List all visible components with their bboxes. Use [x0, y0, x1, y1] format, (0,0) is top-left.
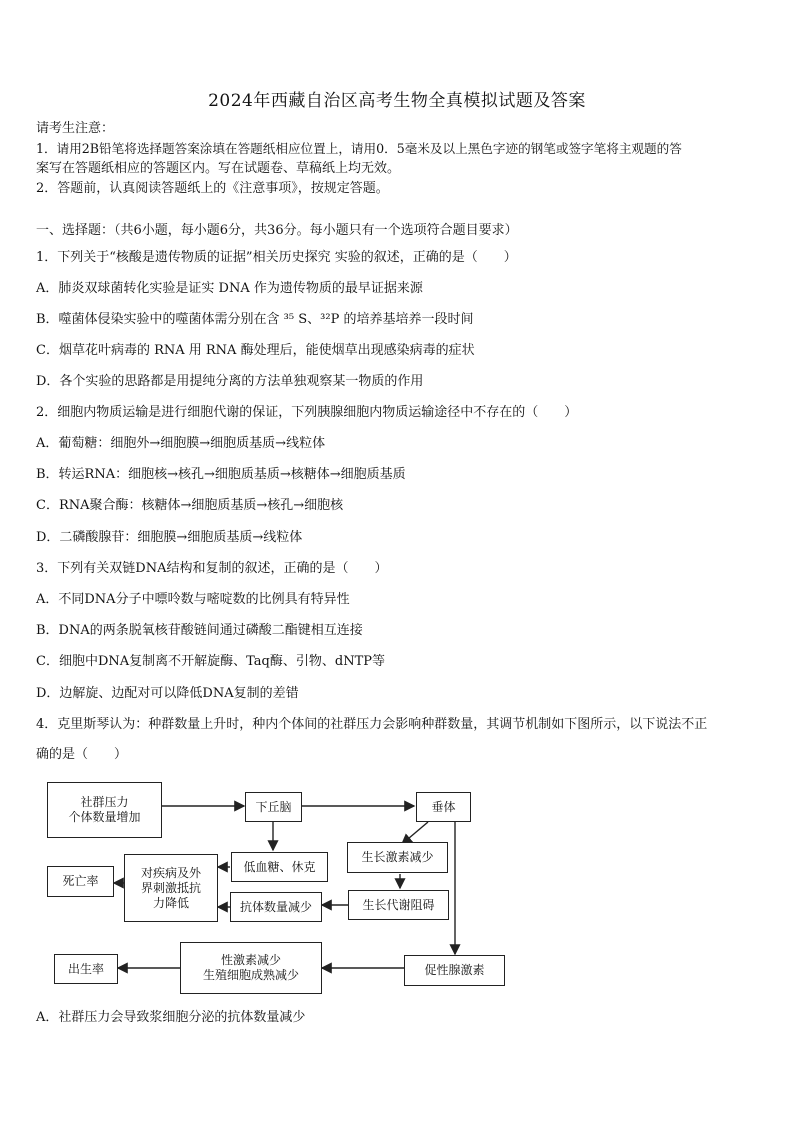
question-1-option-a: A．肺炎双球菌转化实验是证实 DNA 作为遗传物质的最早证据来源 [36, 281, 423, 296]
question-2-option-c: C．RNA聚合酶：核糖体→细胞质基质→核孔→细胞核 [36, 498, 344, 513]
question-2-option-b: B．转运RNA：细胞核→核孔→细胞质基质→核糖体→细胞质基质 [36, 467, 406, 482]
question-2-stem: 2．细胞内物质运输是进行细胞代谢的保证，下列胰腺细胞内物质运输途径中不存在的（ ） [36, 405, 578, 420]
question-3-option-d: D．边解旋、边配对可以降低DNA复制的差错 [36, 686, 299, 701]
gonadotropin-box: 促性腺激素 [404, 955, 505, 986]
question-3-stem: 3．下列有关双链DNA结构和复制的叙述，正确的是（ ） [36, 561, 388, 576]
hypoglycemia-box: 低血糖、休克 [231, 852, 328, 882]
question-3-option-a: A．不同DNA分子中嘌呤数与嘧啶数的比例具有特异性 [36, 592, 350, 607]
question-1-stem: 1．下列关于“核酸是遗传物质的证据”相关历史探究 实验的叙述，正确的是（ ） [36, 250, 517, 265]
question-2-option-a: A．葡萄糖：细胞外→细胞膜→细胞质基质→线粒体 [36, 436, 326, 451]
question-2-option-d: D．二磷酸腺苷：细胞膜→细胞质基质→线粒体 [36, 530, 303, 545]
gh-decrease-box: 生长激素减少 [347, 842, 448, 873]
regulation-diagram [0, 770, 794, 1000]
notice-item-1-line-1: 1．请用2B铅笔将选择题答案涂填在答题纸相应位置上，请用0．5毫米及以上黑色字迹的钢笔或签字笔将主观题的答 [36, 141, 682, 156]
question-1-option-b: B．噬菌体侵染实验中的噬菌体需分别在含 ³⁵ S、³²P 的培养基培养一段时间 [36, 312, 474, 327]
birth-rate-box: 出生率 [54, 954, 118, 984]
question-4-option-a: A．社群压力会导致浆细胞分泌的抗体数量减少 [36, 1010, 306, 1025]
question-1-option-d: D．各个实验的思路都是用提纯分离的方法单独观察某一物质的作用 [36, 374, 424, 389]
mortality-box: 死亡率 [47, 866, 114, 897]
social-pressure-box: 社群压力 个体数量增加 [47, 782, 162, 838]
sex-hormone-box: 性激素减少 生殖细胞成熟减少 [180, 942, 322, 994]
pituitary-box: 垂体 [416, 792, 471, 822]
exam-title: 2024年西藏自治区高考生物全真模拟试题及答案 [208, 91, 586, 111]
notice-item-1-line-2: 案写在答题纸相应的答题区内。写在试题卷、草稿纸上均无效。 [36, 161, 401, 176]
notice-item-2: 2．答题前，认真阅读答题纸上的《注意事项》，按规定答题。 [36, 181, 389, 196]
section-heading: 一、选择题：（共6小题，每小题6分，共36分。每小题只有一个选项符合题目要求） [36, 223, 518, 238]
antibody-decrease-box: 抗体数量减少 [230, 892, 322, 922]
notice-heading: 请考生注意： [36, 121, 115, 136]
question-3-option-b: B．DNA的两条脱氧核苷酸链间通过磷酸二酯键相互连接 [36, 623, 363, 638]
question-3-option-c: C．细胞中DNA复制离不开解旋酶、Taq酶、引物、dNTP等 [36, 654, 385, 669]
disease-resistance-box: 对疾病及外 界刺激抵抗 力降低 [124, 854, 218, 922]
growth-block-box: 生长代谢阻碍 [348, 890, 449, 920]
hypothalamus-box: 下丘脑 [245, 792, 302, 822]
question-4-stem-line-2: 确的是（ ） [36, 747, 128, 762]
question-1-option-c: C．烟草花叶病毒的 RNA 用 RNA 酶处理后，能使烟草出现感染病毒的症状 [36, 343, 475, 358]
question-4-stem-line-1: 4．克里斯琴认为：种群数量上升时，种内个体间的社群压力会影响种群数量，其调节机制如下图所示，以下说法不正 [36, 717, 708, 732]
